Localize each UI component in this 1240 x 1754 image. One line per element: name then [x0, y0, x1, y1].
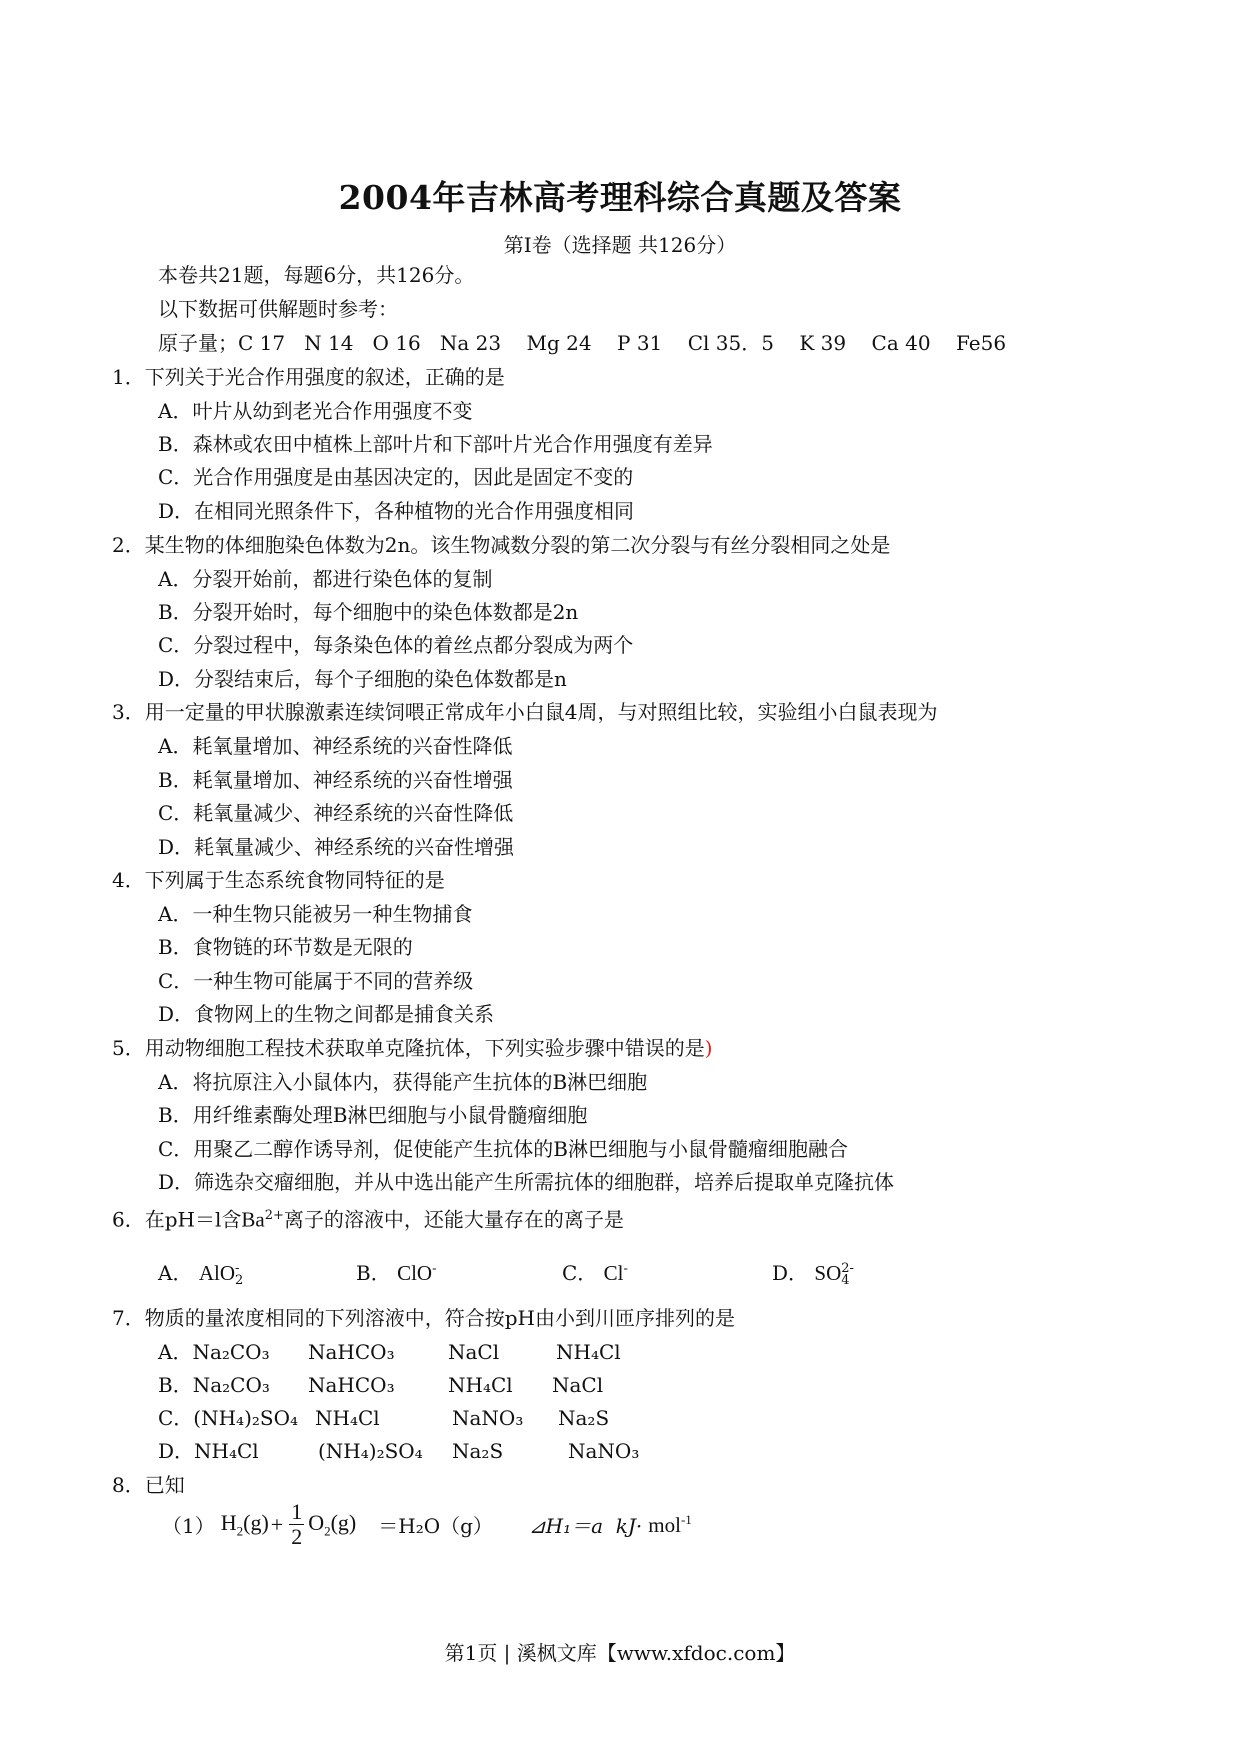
- option-formula-sup: 2-: [841, 1260, 854, 1276]
- option-formula-sup: -: [623, 1261, 628, 1277]
- option-label: C．: [562, 1261, 598, 1285]
- question-3-stem: 3．用一定量的甲状腺激素连续饲喂正常成年小白鼠4周，与对照组比较，实验组小白鼠表现为: [112, 700, 938, 724]
- thermo-equation: [162, 1500, 692, 1549]
- question-6-option-d: [772, 1257, 854, 1287]
- question-4-option: A．一种生物只能被另一种生物捕食: [158, 902, 473, 926]
- cell: B．Na₂CO₃: [158, 1373, 270, 1397]
- option-label: A．: [158, 1261, 193, 1285]
- question-2-option: B．分裂开始时，每个细胞中的染色体数都是2n: [158, 600, 579, 624]
- cell: NaHCO₃: [308, 1340, 395, 1364]
- option-formula: ClO: [397, 1261, 433, 1285]
- question-4-option: D．食物网上的生物之间都是捕食关系: [158, 1002, 495, 1026]
- question-3-option: A．耗氧量增加、神经系统的兴奋性降低: [158, 734, 513, 758]
- page-footer: 第1页 | 溪枫文库【www.xfdoc.com】: [444, 1641, 796, 1665]
- question-1-option: B．森林或农田中植株上部叶片和下部叶片光合作用强度有差异: [158, 432, 713, 456]
- intro-line: 本卷共21题，每题6分，共126分。: [158, 263, 475, 287]
- cell: NH₄Cl: [556, 1340, 621, 1364]
- question-5-option: C．用聚乙二醇作诱导剂，促使能产生抗体的B淋巴细胞与小鼠骨髓瘤细胞融合: [158, 1137, 848, 1161]
- fraction-denominator: 2: [291, 1524, 303, 1549]
- cell: NaHCO₃: [308, 1373, 395, 1397]
- cell: NaNO₃: [452, 1406, 524, 1430]
- equation-term: [308, 1510, 356, 1539]
- question-6-stem: [112, 1203, 624, 1233]
- intro-line: 以下数据可供解题时参考：: [158, 297, 398, 321]
- equation-term: [221, 1510, 269, 1539]
- cell: (NH₄)₂SO₄: [318, 1439, 423, 1463]
- question-1-stem: 1．下列关于光合作用强度的叙述，正确的是: [112, 365, 505, 389]
- option-formula-script: [841, 1260, 854, 1288]
- enthalpy-unit: [648, 1512, 692, 1538]
- question-4-stem: 4．下列属于生态系统食物同特征的是: [112, 868, 445, 892]
- question-6-option-b: [356, 1257, 436, 1286]
- option-formula-sub: 4: [841, 1272, 850, 1288]
- question-3-option: C．耗氧量减少、神经系统的兴奋性降低: [158, 801, 514, 825]
- question-5-stem-paren: ): [704, 1036, 713, 1060]
- equation-label: （1）: [162, 1514, 215, 1538]
- fraction-numerator: 1: [291, 1499, 303, 1524]
- plus-sign: +: [270, 1511, 284, 1537]
- cell: NaCl: [552, 1373, 604, 1397]
- cell: Na₂S: [558, 1406, 610, 1430]
- atomic-mass-line: 原子量；C 17 N 14 O 16 Na 23 Mg 24 P 31 Cl 35．5 K 39 Ca 40 Fe56: [158, 331, 1007, 355]
- question-2-option: A．分裂开始前，都进行染色体的复制: [158, 567, 493, 591]
- question-4-option: C．一种生物可能属于不同的营养级: [158, 969, 474, 993]
- unit-exponent: -1: [680, 1511, 692, 1527]
- question-5-option: D．筛选杂交瘤细胞，并从中选出能产生所需抗体的细胞群，培养后提取单克隆抗体: [158, 1170, 895, 1194]
- cell: Na₂S: [452, 1439, 504, 1463]
- page-title: 2004年吉林高考理科综合真题及答案: [338, 178, 902, 217]
- question-5-option: A．将抗原注入小鼠体内，获得能产生抗体的B淋巴细胞: [158, 1070, 648, 1094]
- cell: NH₄Cl: [448, 1373, 513, 1397]
- option-formula-sup: -: [234, 1260, 240, 1276]
- question-5-stem-text: 5．用动物细胞工程技术获取单克隆抗体，下列实验步骤中错误的是: [112, 1036, 705, 1060]
- option-formula: AlO: [198, 1261, 235, 1285]
- cell: A．Na₂CO₃: [158, 1340, 270, 1364]
- option-label: D．: [772, 1261, 809, 1285]
- question-5-option: B．用纤维素酶处理B淋巴细胞与小鼠骨髓瘤细胞: [158, 1103, 588, 1127]
- cell: NaNO₃: [568, 1439, 640, 1463]
- h2-subscript: 2: [236, 1523, 244, 1539]
- section-subtitle: 第Ⅰ卷（选择题 共126分）: [503, 233, 737, 257]
- o2-subscript: 2: [324, 1523, 331, 1539]
- question-8-stem: 8．已知: [112, 1473, 185, 1497]
- option-formula: Cl: [603, 1261, 624, 1285]
- question-2-stem: 2．某生物的体细胞染色体数为2n。该生物减数分裂的第二次分裂与有丝分裂相同之处是: [112, 533, 891, 557]
- question-6-ion: Ba: [241, 1207, 265, 1232]
- question-3-option: D．耗氧量减少、神经系统的兴奋性增强: [158, 835, 515, 859]
- cell: C．(NH₄)₂SO₄: [158, 1406, 298, 1430]
- h2-state: (g): [243, 1509, 269, 1535]
- o2-symbol: O: [308, 1509, 325, 1535]
- question-1-option: A．叶片从幼到老光合作用强度不变: [158, 399, 473, 423]
- option-label: B．: [356, 1261, 391, 1285]
- option-formula-sub: 2: [234, 1272, 244, 1288]
- question-6-stem-b: 离子的溶液中，还能大量存在的离子是: [283, 1207, 624, 1232]
- question-2-option: D．分裂结束后，每个子细胞的染色体数都是n: [158, 667, 567, 691]
- cell: NaCl: [448, 1340, 500, 1364]
- equation-rhs: ＝H₂O（g）: [378, 1514, 493, 1538]
- option-formula: SO: [814, 1261, 842, 1285]
- question-6-stem-a: 6．在pH＝l含: [112, 1207, 242, 1232]
- h2-symbol: H: [220, 1509, 237, 1535]
- question-2-option: C．分裂过程中，每条染色体的着丝点都分裂成为两个: [158, 633, 634, 657]
- option-formula-script: [234, 1260, 244, 1288]
- option-formula-sup: -: [432, 1261, 437, 1277]
- question-6-option-a: [158, 1257, 243, 1287]
- question-1-option: D．在相同光照条件下，各种植物的光合作用强度相同: [158, 499, 635, 523]
- question-4-option: B．食物链的环节数是无限的: [158, 935, 413, 959]
- question-6-ion-charge: 2+: [264, 1208, 284, 1223]
- question-5-stem: [112, 1035, 713, 1061]
- question-6-option-c: [562, 1257, 628, 1286]
- question-3-option: B．耗氧量增加、神经系统的兴奋性增强: [158, 768, 513, 792]
- half-fraction: [289, 1500, 304, 1549]
- o2-state: (g): [330, 1509, 357, 1535]
- enthalpy: ⊿H₁＝a kJ·: [528, 1514, 643, 1538]
- unit-text: mol: [648, 1512, 681, 1537]
- question-7-stem: 7．物质的量浓度相同的下列溶液中，符合按pH由小到川匝序排列的是: [112, 1306, 735, 1330]
- cell: D．NH₄Cl: [158, 1439, 259, 1463]
- question-1-option: C．光合作用强度是由基因决定的，因此是固定不变的: [158, 465, 634, 489]
- cell: NH₄Cl: [315, 1406, 380, 1430]
